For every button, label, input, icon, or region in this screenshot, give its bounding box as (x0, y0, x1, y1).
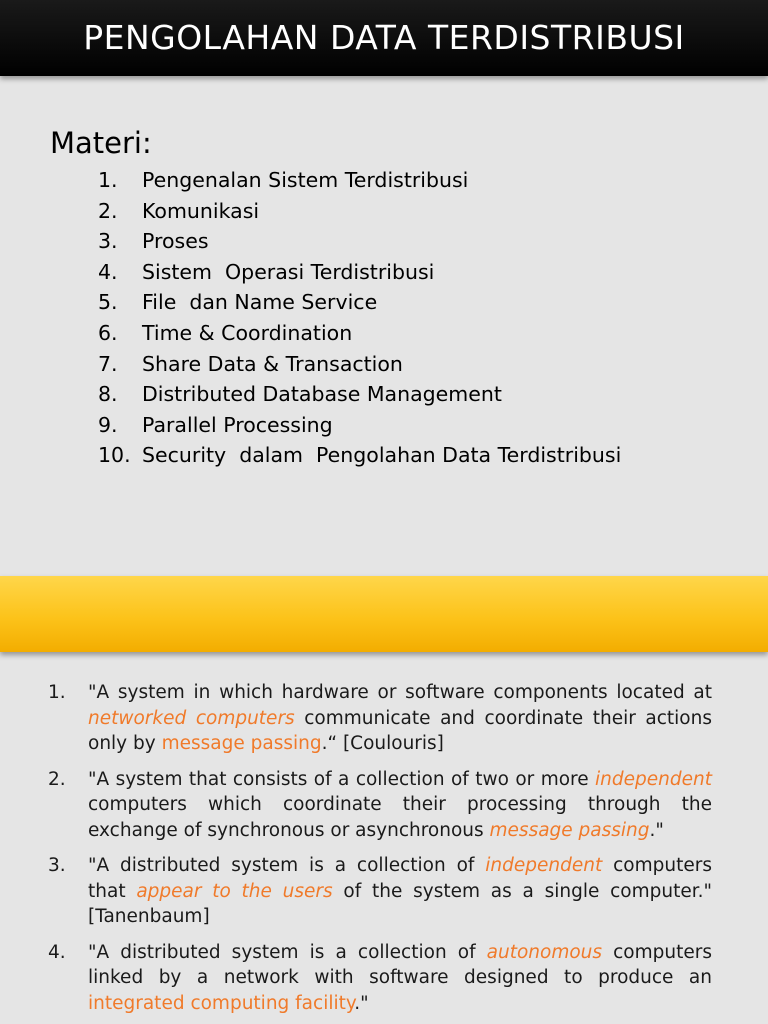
definition-item (0, 853, 768, 930)
highlighted-term: networked computers (88, 707, 295, 729)
item-text: Share Data & Transaction (142, 351, 403, 376)
definition-list (0, 680, 768, 1024)
definition-text-part: "A distributed system is a collection of (88, 941, 487, 963)
item-number: 5. (98, 290, 118, 315)
item-text: File dan Name Service (142, 290, 378, 315)
definition-text-part: "A distributed system is a collection of (88, 855, 486, 876)
definition-text-part: computers that (88, 855, 712, 902)
item-text: Proses (142, 229, 209, 254)
item-text: Distributed Database Management (142, 382, 502, 407)
definition-number: 4. (48, 941, 66, 963)
definition-text-part: "A system in which hardware or software components located at (88, 682, 712, 703)
title-bar (0, 0, 768, 76)
highlighted-term: integrated computing facility (88, 992, 355, 1014)
definition-item (0, 680, 768, 757)
highlighted-term: autonomous (486, 941, 603, 963)
item-number: 1. (98, 168, 118, 192)
highlighted-term: appear to the users (136, 880, 333, 902)
section-divider-band (0, 576, 768, 652)
definition-text (88, 680, 712, 757)
definition-text-part: communicate and coordinate their actions only by (88, 707, 712, 754)
definition-text-part: "A system that consists of a collection of two or more (88, 768, 596, 790)
item-text: Komunikasi (142, 198, 260, 223)
definition-item (0, 940, 768, 1017)
definition-text-part: computers which coordinate their processing through the exchange of synchronous or asynchronous (88, 794, 712, 841)
definition-text (88, 767, 712, 844)
item-number: 2. (98, 198, 118, 223)
page-title: PENGOLAHAN DATA TERDISTRIBUSI (83, 18, 685, 57)
definition-number: 2. (48, 768, 66, 790)
item-number: 10. (98, 443, 131, 468)
item-number: 7. (98, 351, 118, 376)
item-text: Parallel Processing (142, 412, 333, 437)
definition-text-part: ." (354, 992, 369, 1014)
highlighted-term: message passing (489, 819, 650, 841)
item-number: 8. (98, 382, 118, 407)
item-text: Pengenalan Sistem Terdistribusi (142, 168, 469, 192)
item-number: 9. (98, 412, 118, 437)
highlighted-term: message passing (161, 733, 322, 754)
item-number: 3. (98, 229, 118, 254)
materi-label: Materi: (50, 126, 152, 160)
item-number: 6. (98, 320, 118, 345)
definition-text (88, 853, 712, 930)
item-text: Sistem Operasi Terdistribusi (142, 259, 435, 284)
item-text: Time & Coordination (142, 320, 353, 345)
definition-number: 3. (48, 855, 66, 876)
definition-text-part: .“ [Coulouris] (321, 733, 444, 754)
highlighted-term: independent (595, 768, 712, 790)
definition-text-part: computers linked by a network with software designed to produce an (88, 941, 712, 988)
highlighted-term: independent (485, 855, 603, 876)
definition-text-part: ." (649, 819, 664, 841)
definition-text (88, 940, 712, 1017)
definition-number: 1. (48, 682, 66, 703)
item-number: 4. (98, 259, 118, 284)
definition-item (0, 767, 768, 844)
definition-text-part: of the system as a single computer." [Tanenbaum] (88, 880, 713, 927)
item-text: Security dalam Pengolahan Data Terdistribusi (142, 443, 622, 468)
